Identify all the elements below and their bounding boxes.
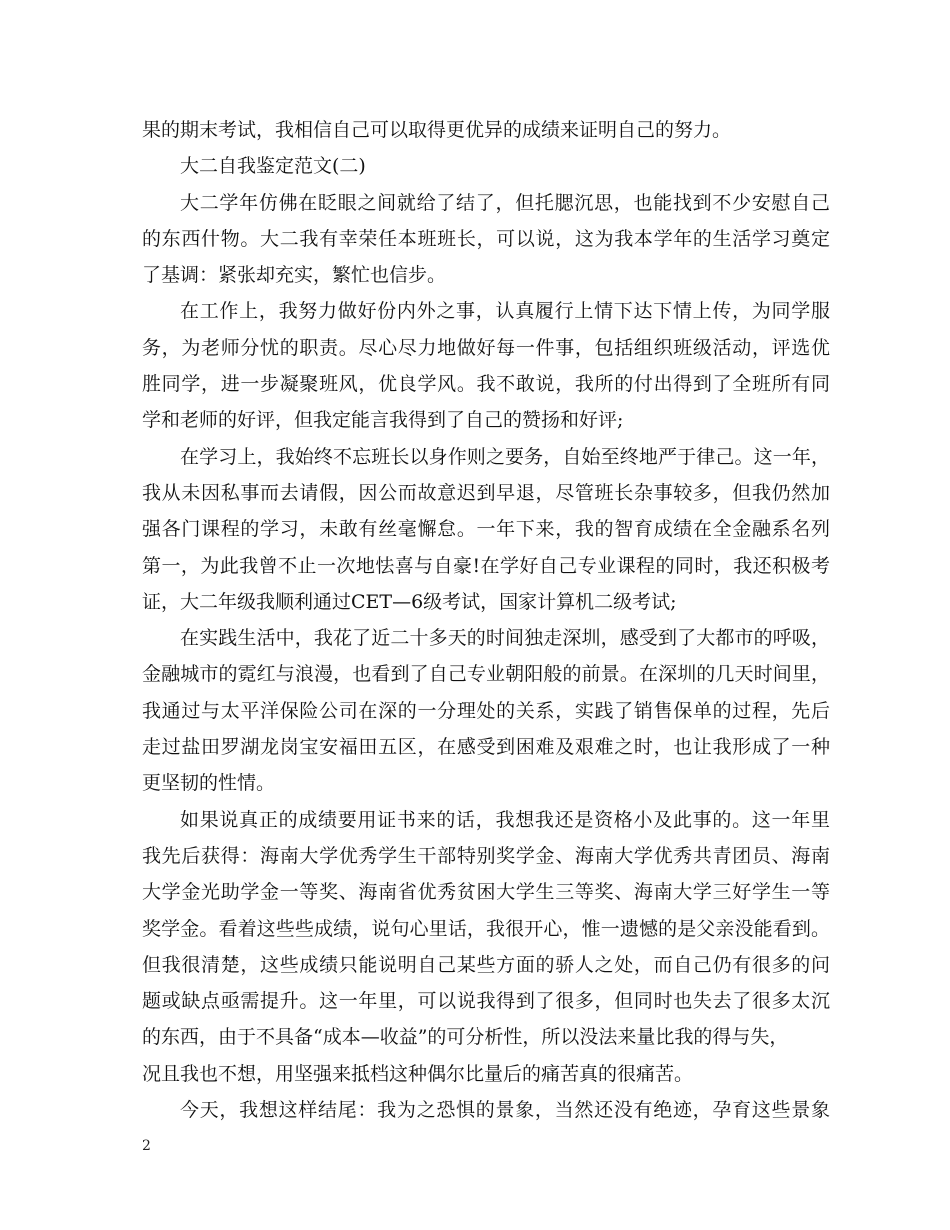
text-line: 但我很清楚，这些成绩只能说明自己某些方面的骄人之处，而自己仍有很多的问 bbox=[142, 953, 830, 976]
text-line: 的东西什物。大二我有幸荣任本班班长，可以说，这为我本学年的生活学习奠定 bbox=[142, 227, 830, 250]
text-line: 的东西，由于不具备“成本—收益”的可分析性，所以没法来量比我的得与失， bbox=[142, 1026, 789, 1049]
text-line: 今天，我想这样结尾：我为之恐惧的景象，当然还没有绝迹，孕育这些景象 bbox=[180, 1099, 830, 1122]
text-line: 如果说真正的成绩要用证书来的话，我想我还是资格小及此事的。这一年里 bbox=[180, 808, 830, 831]
text-line: 证，大二年级我顺利通过CET—6级考试，国家计算机二级考试; bbox=[142, 590, 677, 613]
text-line: 走过盐田罗湖龙岗宝安福田五区，在感受到困难及艰难之时，也让我形成了一种 bbox=[142, 736, 830, 759]
text-line: 我先后获得：海南大学优秀学生干部特别奖学金、海南大学优秀共青团员、海南 bbox=[142, 844, 830, 867]
text-line: 胜同学，进一步凝聚班风，优良学风。我不敢说，我所的付出得到了全班所有同 bbox=[142, 373, 830, 396]
text-line: 况且我也不想，用坚强来抵档这种偶尔比量后的痛苦真的很痛苦。 bbox=[142, 1062, 694, 1085]
text-line: 金融城市的霓红与浪漫，也看到了自己专业朝阳般的前景。在深圳的几天时间里， bbox=[142, 663, 830, 686]
page-number: 2 bbox=[142, 1138, 151, 1154]
text-line: 大二学年仿佛在眨眼之间就给了结了，但托腮沉思，也能找到不少安慰自己 bbox=[180, 191, 830, 214]
text-line: 在学习上，我始终不忘班长以身作则之要务，自始至终地严于律己。这一年， bbox=[180, 445, 830, 468]
text-line: 了基调：紧张却充实，繁忙也信步。 bbox=[142, 264, 447, 287]
text-line: 大二自我鉴定范文(二) bbox=[180, 155, 366, 178]
text-line: 大学金光助学金一等奖、海南省优秀贫困大学生三等奖、海南大学三好学生一等 bbox=[142, 881, 830, 904]
text-line: 题或缺点亟需提升。这一年里，可以说我得到了很多，但同时也失去了很多太沉 bbox=[142, 990, 830, 1013]
text-line: 务，为老师分忧的职责。尽心尽力地做好每一件事，包括组织班级活动，评选优 bbox=[142, 336, 830, 359]
text-line: 果的期末考试，我相信自己可以取得更优异的成绩来证明自己的努力。 bbox=[142, 119, 732, 141]
document-body bbox=[142, 112, 830, 1128]
text-line: 奖学金。看着这些些成绩，说句心里话，我很开心，惟一遗憾的是父亲没能看到。 bbox=[142, 917, 830, 940]
text-line: 在工作上，我努力做好份内外之事，认真履行上情下达下情上传，为同学服 bbox=[180, 300, 830, 323]
text-line: 我从未因私事而去请假，因公而故意迟到早退，尽管班长杂事较多，但我仍然加 bbox=[142, 481, 830, 504]
text-line: 学和老师的好评，但我定能言我得到了自己的赞扬和好评; bbox=[142, 409, 624, 432]
text-line: 我通过与太平洋保险公司在深的一分理处的关系，实践了销售保单的过程，先后 bbox=[142, 699, 830, 722]
text-line: 更坚韧的性情。 bbox=[142, 772, 276, 795]
text-line: 强各门课程的学习，未敢有丝毫懈怠。一年下来，我的智育成绩在全金融系名列 bbox=[142, 518, 830, 541]
text-line: 在实践生活中，我花了近二十多天的时间独走深圳，感受到了大都市的呼吸， bbox=[180, 627, 830, 650]
text-line: 第一，为此我曾不止一次地怯喜与自豪!在学好自己专业课程的同时，我还积极考 bbox=[142, 554, 830, 577]
